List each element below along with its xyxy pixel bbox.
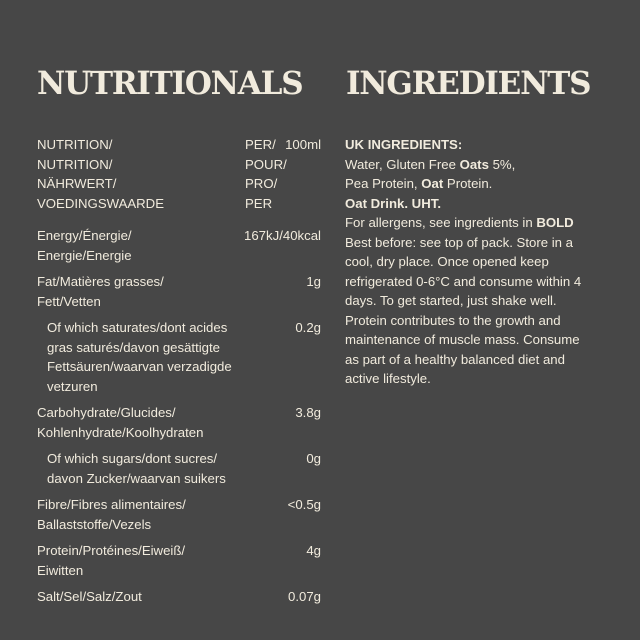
nutrient-label: Protein/Protéines/Eiweiß/ bbox=[37, 543, 186, 558]
per-label: POUR/ bbox=[245, 156, 287, 172]
nutrient-value: <0.5g bbox=[287, 497, 321, 512]
nutrient-label: vetzuren bbox=[47, 378, 98, 394]
nutrient-label: Of which sugars/dont sucres/ bbox=[47, 451, 218, 466]
ingredients-text: Protein. bbox=[443, 176, 493, 191]
nutrition-header-label: NÄHRWERT/ bbox=[37, 176, 117, 191]
nutrient-label: Fibre/Fibres alimentaires/ bbox=[37, 497, 186, 512]
nutrient-value: 4g bbox=[306, 543, 321, 558]
per-amount: 100ml bbox=[285, 137, 321, 152]
per-label: PRO/ bbox=[245, 176, 278, 191]
nutrient-label: Energy/Énergie/ bbox=[37, 228, 132, 243]
per-label: PER bbox=[245, 195, 273, 211]
ingredients-line bbox=[345, 174, 595, 194]
ingredients-heading: INGREDIENTS bbox=[346, 65, 591, 103]
ingredients-title: UK INGREDIENTS: bbox=[345, 137, 463, 152]
nutrient-value: 167kJ/40kcal bbox=[244, 228, 321, 243]
nutrition-header-labels bbox=[37, 135, 245, 213]
nutrition-row-salt bbox=[37, 587, 321, 607]
nutrient-value: 0.2g bbox=[295, 320, 321, 335]
storage-instructions: Best before: see top of pack. Store in a cool, dry place. Once opened keep refrigerated 0-6°C and consume within 4 days. To get started, just shake well. Protein contributes to the growth and maintenance of muscle mass. Consume as part of a healthy balanced diet and active lifestyle. bbox=[345, 234, 582, 386]
allergen-note bbox=[345, 213, 595, 233]
nutrition-per-labels bbox=[245, 135, 321, 213]
nutrition-header bbox=[37, 135, 321, 213]
nutrient-label: Fat/Matières grasses/ bbox=[37, 274, 164, 289]
ingredients-panel bbox=[345, 135, 595, 389]
nutrient-value: 1g bbox=[306, 274, 321, 289]
nutrient-label: Ballaststoffe/Vezels bbox=[37, 516, 152, 532]
nutrition-row-saturates bbox=[37, 318, 321, 396]
nutrition-row-fat bbox=[37, 272, 321, 311]
nutrient-label: Eiwitten bbox=[37, 562, 84, 578]
nutritionals-heading: NUTRITIONALS bbox=[37, 65, 303, 103]
allergen-bold-word: BOLD bbox=[536, 215, 574, 230]
allergen-oat: Oat bbox=[421, 176, 444, 191]
nutrition-row-carbohydrate bbox=[37, 403, 321, 442]
nutrition-row-protein bbox=[37, 541, 321, 580]
nutrition-row-fibre bbox=[37, 495, 321, 534]
per-label: PER/ bbox=[245, 137, 276, 152]
nutrition-table bbox=[37, 135, 321, 607]
nutrition-row-energy bbox=[37, 226, 321, 265]
nutrient-label: Of which saturates/dont acides bbox=[47, 320, 228, 335]
nutrient-label: Fett/Vetten bbox=[37, 293, 101, 309]
nutrient-label: davon Zucker/waarvan suikers bbox=[47, 470, 226, 486]
ingredients-text: Pea Protein, bbox=[345, 176, 422, 191]
ingredients-text: 5%, bbox=[488, 156, 516, 172]
nutrient-label: Carbohydrate/Glucides/ bbox=[37, 405, 176, 420]
nutrition-row-sugars bbox=[37, 449, 321, 488]
nutrient-value: 3.8g bbox=[295, 405, 321, 420]
ingredients-line bbox=[345, 155, 595, 175]
nutrition-header-label: VOEDINGSWAARDE bbox=[37, 195, 165, 211]
allergen-oats: Oats bbox=[459, 156, 489, 172]
nutrition-header-label: NUTRITION/ bbox=[37, 156, 113, 172]
product-name: Oat Drink. UHT. bbox=[345, 195, 441, 211]
nutrient-label: Fettsäuren/waarvan verzadigde bbox=[47, 359, 232, 374]
nutrient-value: 0g bbox=[306, 451, 321, 466]
nutrient-value: 0.07g bbox=[287, 589, 321, 604]
nutrition-header-label: NUTRITION/ bbox=[37, 137, 113, 152]
nutrient-label: Kohlenhydrate/Koolhydraten bbox=[37, 424, 204, 440]
nutrient-label: Energie/Energie bbox=[37, 247, 132, 263]
ingredients-text: For allergens, see ingredients in bbox=[345, 215, 537, 230]
ingredients-text: Water, Gluten Free bbox=[345, 156, 460, 172]
nutrient-label: gras saturés/davon gesättigte bbox=[47, 339, 221, 355]
nutrient-label: Salt/Sel/Salz/Zout bbox=[37, 589, 142, 604]
